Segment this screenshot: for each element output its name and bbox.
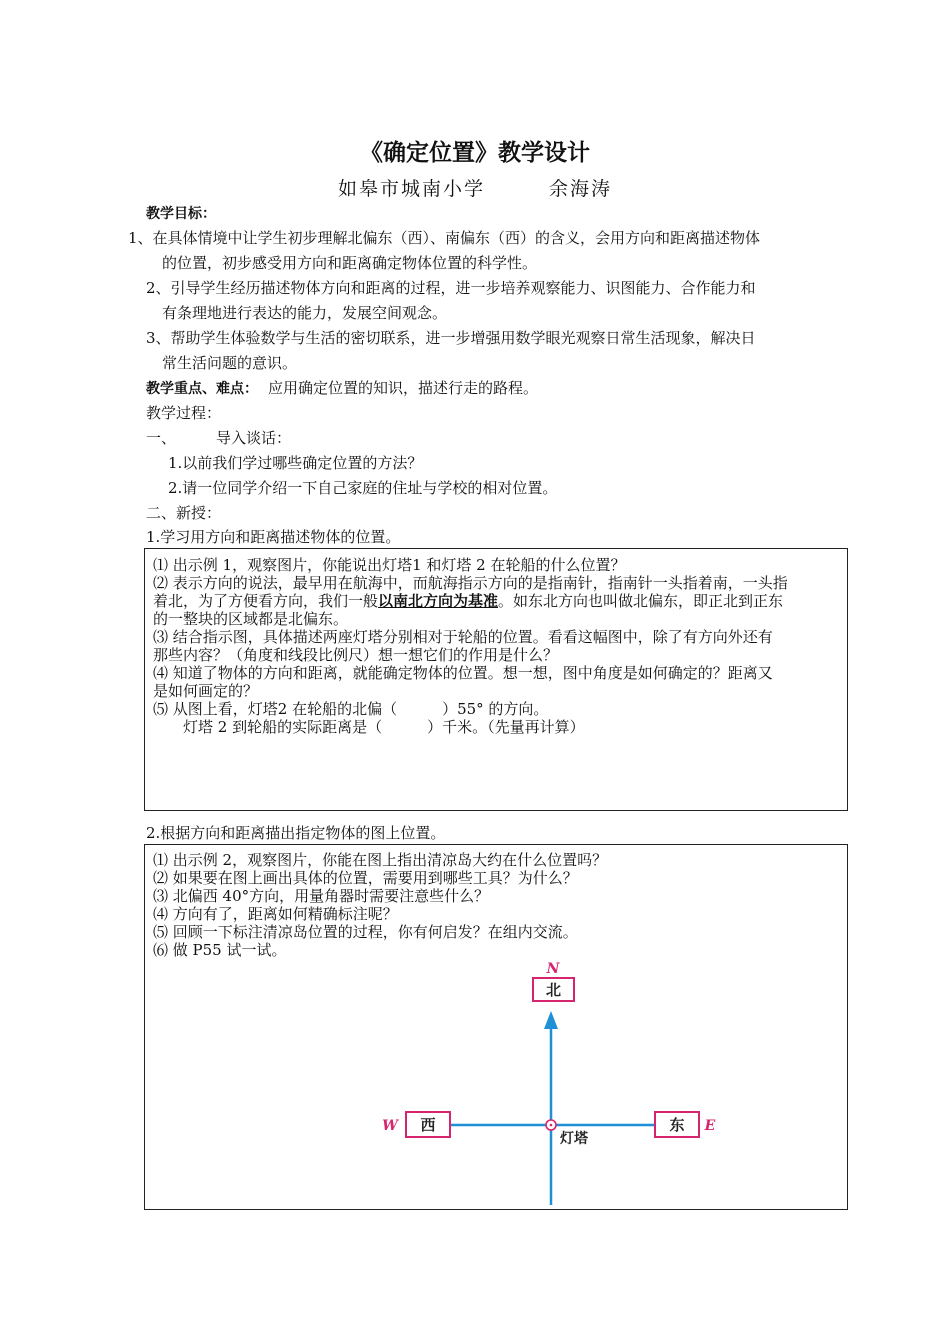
key-points-label: 教学重点、难点： (146, 381, 258, 397)
objective-1-line2: 的位置，初步感受用方向和距离确定物体位置的科学性。 (162, 254, 538, 272)
west-letter: W (382, 1118, 398, 1134)
box1-line-5: ⑶ 结合指示图，具体描述两座灯塔分别相对于轮船的位置。看看这幅图中，除了有方向外还有 (153, 628, 773, 646)
section-1-heading (146, 428, 291, 448)
box2-line-2: ⑵ 如果要在图上画出具体的位置，需要用到哪些工具？为什么？ (153, 869, 578, 887)
east-letter: E (704, 1118, 716, 1134)
box2-line-6: ⑹ 做 P55 试一试。 (153, 941, 287, 959)
section-1-title: 导入谈话： (216, 429, 292, 447)
box1-line-3: 着北，为了方便看方向，我们一般以南北方向为基准。如东北方向也叫做北偏东，即正北到正东 (153, 592, 784, 610)
part-2-title: 2.根据方向和距离描出指定物体的图上位置。 (146, 824, 446, 842)
author-line (0, 174, 950, 201)
document-title: 《确定位置》教学设计 (360, 140, 590, 166)
box1-line-1: ⑴ 出示例 1，观察图片，你能说出灯塔1 和灯塔 2 在轮船的什么位置？ (153, 556, 626, 574)
objective-2-line2: 有条理地进行表达的能力，发展空间观念。 (162, 304, 448, 322)
author-school: 如皋市城南小学 (337, 178, 485, 200)
box2-line-5: ⑸ 回顾一下标注清凉岛位置的过程，你有何启发？在组内交流。 (153, 923, 578, 941)
process-heading: 教学过程： (146, 404, 222, 422)
example-1-box (144, 548, 848, 811)
objectives-heading: 教学目标： (146, 206, 216, 222)
section-1-number: 一、 (146, 429, 177, 447)
west-label: 西 (420, 1116, 436, 1134)
objective-3-line1: 3、帮助学生体验数学与生活的密切联系，进一步增强用数学眼光观察日常生活现象，解决日 (146, 329, 756, 347)
lighthouse-label: 灯塔 (560, 1131, 588, 1147)
author-name: 余海涛 (549, 178, 613, 200)
north-arrow-icon (544, 1011, 558, 1029)
objective-1-line1: 1、在具体情境中让学生初步理解北偏东（西）、南偏东（西）的含义，会用方向和距离描述物体 (128, 229, 761, 247)
box2-line-1: ⑴ 出示例 2，观察图片，你能在图上指出清凉岛大约在什么位置吗？ (153, 851, 608, 869)
key-points (146, 378, 538, 399)
box1-line-8: 是如何画定的？ (153, 682, 259, 700)
box1-line-10: 灯塔 2 到轮船的实际距离是（ ）千米。（先量再计算） (183, 718, 585, 736)
north-letter: N (546, 961, 560, 977)
objective-2-line1: 2、引导学生经历描述物体方向和距离的过程，进一步培养观察能力、识图能力、合作能力和 (146, 279, 756, 297)
key-phrase: 以南北方向为基准 (378, 592, 499, 610)
section-1-item-1: 1.以前我们学过哪些确定位置的方法？ (168, 454, 423, 472)
box1-line-7: ⑷ 知道了物体的方向和距离，就能确定物体的位置。想一想，图中角度是如何确定的？距离又 (153, 664, 773, 682)
box2-line-4: ⑷ 方向有了，距离如何精确标注呢？ (153, 905, 398, 923)
north-label: 北 (545, 981, 562, 999)
compass-diagram (370, 955, 730, 1207)
section-2-heading: 二、新授： (146, 504, 222, 522)
objective-3-line2: 常生活问题的意识。 (162, 354, 298, 372)
section-1-item-2: 2.请一位同学介绍一下自己家庭的住址与学校的相对位置。 (168, 479, 558, 497)
part-1-title: 1.学习用方向和距离描述物体的位置。 (146, 528, 401, 546)
box1-line-6: 那些内容？（角度和线段比例尺）想一想它们的作用是什么？ (153, 646, 559, 664)
box1-line-9: ⑸ 从图上看，灯塔2 在轮船的北偏（ ）55° 的方向。 (153, 700, 549, 718)
box1-line-2: ⑵ 表示方向的说法，最早用在航海中，而航海指示方向的是指南针，指南针一头指着南，一头指 (153, 574, 788, 592)
box1-line-4: 的一整块的区域都是北偏东。 (153, 610, 349, 628)
east-label: 东 (669, 1116, 685, 1134)
key-points-text: 应用确定位置的知识，描述行走的路程。 (268, 379, 539, 397)
box2-line-3: ⑶ 北偏西 40°方向，用量角器时需要注意些什么？ (153, 887, 490, 905)
